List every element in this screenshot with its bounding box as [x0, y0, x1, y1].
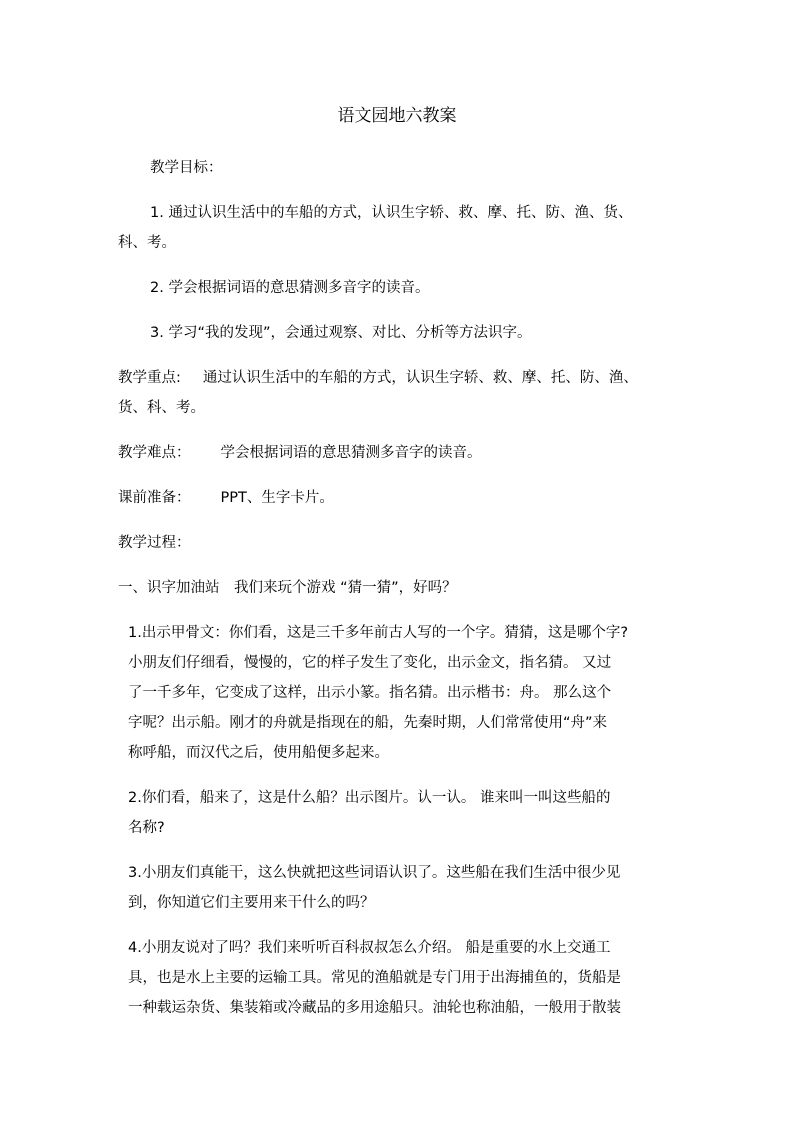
- paragraph-1-line: 称呼船，而汉代之后，使用船便多起来。: [128, 745, 389, 761]
- section-1-heading: 一、识字加油站 我们来玩个游戏 “猜一猜”，好吗？: [118, 580, 457, 596]
- difficulty-label: 教学难点：: [118, 445, 191, 461]
- paragraph-1-line: 小朋友们仔细看，慢慢的，它的样子发生了变化，出示金文，指名猜。 又过: [128, 655, 612, 671]
- goals-heading: 教学目标：: [150, 160, 223, 176]
- paragraph-2-line: 名称?: [128, 820, 165, 836]
- focus-line-2: 货、科、考。: [118, 400, 205, 416]
- goal-1-line-1: 1. 通过认识生活中的车船的方式，认识生字轿、救、摩、托、防、渔、货、: [150, 205, 633, 221]
- paragraph-3-line: 3.小朋友们真能干，这么快就把这些词语认识了。这些船在我们生活中很少见: [128, 865, 621, 881]
- paragraph-4-line: 4.小朋友说对了吗？我们来听听百科叔叔怎么介绍。 船是重要的水上交通工: [128, 940, 611, 956]
- paragraph-1-line: 字呢？出示船。刚才的舟就是指现在的船，先秦时期，人们常常使用“舟”来: [128, 715, 608, 731]
- goal-1-line-2: 科、考。: [118, 235, 176, 251]
- paragraph-4-line: 一种载运杂货、集装箱或冷藏品的多用途船只。油轮也称油船，一般用于散装: [128, 1000, 621, 1016]
- goal-3: 3. 学习“我的发现”，会通过观察、对比、分析等方法识字。: [150, 325, 532, 341]
- prep-label: 课前准备：: [118, 490, 191, 506]
- focus-line-1: [118, 367, 688, 389]
- paragraph-1-line: 1.出示甲骨文：你们看，这是三千多年前古人写的一个字。猜猜，这是哪个字?: [128, 625, 629, 641]
- goal-2: 2. 学会根据词语的意思猜测多音字的读音。: [150, 280, 430, 296]
- focus-text: 通过认识生活中的车船的方式，认识生字轿、救、摩、托、防、渔、: [202, 370, 638, 386]
- paragraph-2-line: 2.你们看，船来了，这是什么船？出示图片。认一认。 谁来叫一叫这些船的: [128, 790, 611, 806]
- focus-label: 教学重点:: [118, 370, 181, 386]
- paragraph-1-line: 了一千多年，它变成了这样，出示小篆。指名猜。出示楷书：舟。 那么这个: [128, 685, 612, 701]
- process-heading: 教学过程：: [118, 535, 191, 551]
- paragraph-4-line: 具，也是水上主要的运输工具。常见的渔船就是专门用于出海捕鱼的，货船是: [128, 970, 621, 986]
- difficulty-line: [118, 442, 688, 464]
- difficulty-text: 学会根据词语的意思猜测多音字的读音。: [220, 445, 482, 461]
- prep-line: [118, 487, 688, 509]
- page-title: 语文园地六教案: [337, 106, 457, 126]
- paragraph-3-line: 到，你知道它们主要用来干什么的吗？: [128, 895, 375, 911]
- prep-text: PPT、生字卡片。: [220, 490, 334, 506]
